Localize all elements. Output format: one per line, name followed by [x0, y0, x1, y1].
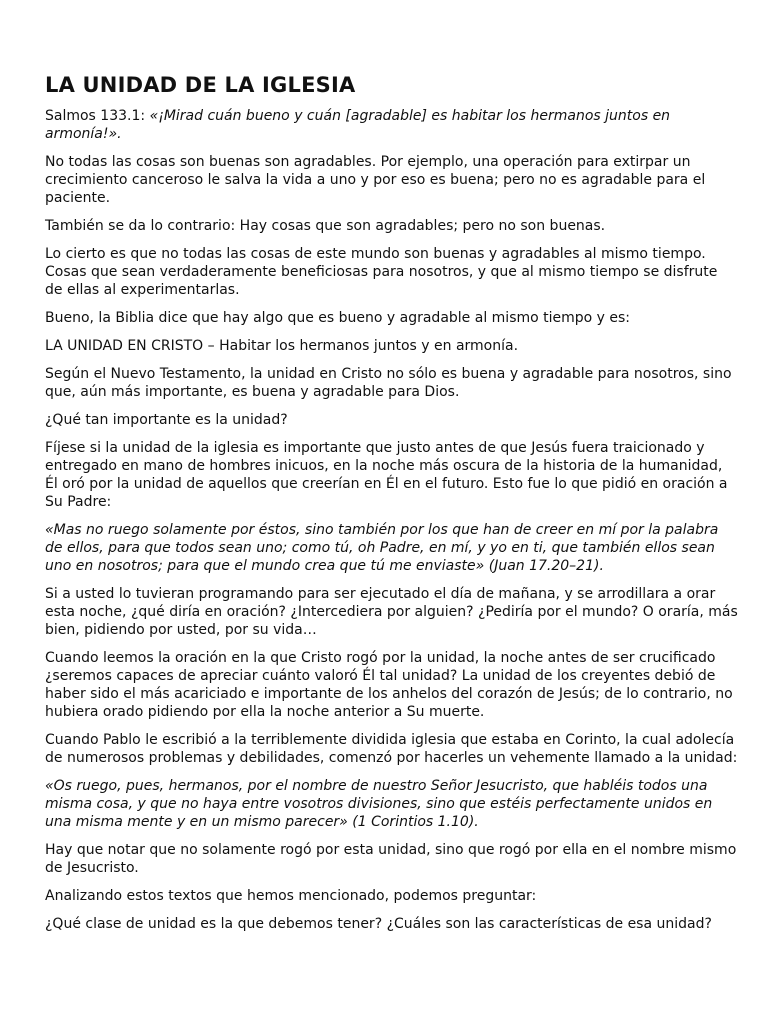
paragraph-14: Hay que notar que no solamente rogó por esta unidad, sino que rogó por ella en el nombre mismo de Jesucristo. [45, 842, 737, 876]
paragraph-12: Cuando Pablo le escribió a la terriblemente dividida iglesia que estaba en Corinto, la cual adolecía de numerosos problemas y debilidades, comenzó por hacerles un vehemente llamado a la unidad: [45, 732, 738, 766]
paragraph-7: ¿Qué tan importante es la unidad? [45, 412, 288, 428]
intro-paragraph [45, 107, 738, 143]
paragraph-1: No todas las cosas son buenas son agradables. Por ejemplo, una operación para extirpar un crecimiento canceroso le salva la vida a uno y por eso es buena; pero no es agradable para el paciente. [45, 154, 706, 206]
paragraph-4: Bueno, la Biblia dice que hay algo que es bueno y agradable al mismo tiempo y es: [45, 310, 631, 326]
quote-john: «Mas no ruego solamente por éstos, sino también por los que han de creer en mí por la palabra de ellos, para que todos sean uno; como tú, oh Padre, en mí, y yo en ti, que también ellos sean uno en nosotros; para que el mundo crea que tú me enviaste» (Juan 17.20–21). [45, 522, 719, 574]
intro-reference: Salmos 133.1: [45, 108, 150, 124]
document-title: LA UNIDAD DE LA IGLESIA [45, 73, 356, 97]
paragraph-16: ¿Qué clase de unidad es la que debemos tener? ¿Cuáles son las características de esa unidad? [45, 916, 712, 932]
paragraph-11: Cuando leemos la oración en la que Cristo rogó por la unidad, la noche antes de ser crucificado ¿seremos capaces de apreciar cuánto valoró Él tal unidad? La unidad de los creyentes debió de haber sido el más acariciado e importante de los anhelos del corazón de Jesús; de lo contrario, no hubiera orado pidiendo por ella la noche anterior a Su muerte. [45, 650, 733, 720]
paragraph-8: Fíjese si la unidad de la iglesia es importante que justo antes de que Jesús fuera traicionado y entregado en mano de hombres inicuos, en la noche más oscura de la historia de la humanidad, Él oró por la unidad de aquellos que creerían en Él en el futuro. Esto fue lo que pidió en oración a Su Padre: [45, 440, 728, 510]
paragraph-10: Si a usted lo tuvieran programando para ser ejecutado el día de mañana, y se arrodillara a orar esta noche, ¿qué diría en oración? ¿Intercediera por alguien? ¿Pediría por el mundo? O oraría, más bien, pidiendo por usted, por su vida… [45, 586, 738, 638]
intro-quote: «¡Mirad cuán bueno y cuán [agradable] es habitar los hermanos juntos en armonía!». [45, 108, 671, 142]
paragraph-15: Analizando estos textos que hemos mencionado, podemos preguntar: [45, 888, 537, 904]
paragraph-5: LA UNIDAD EN CRISTO – Habitar los hermanos juntos y en armonía. [45, 338, 519, 354]
paragraph-2: También se da lo contrario: Hay cosas que son agradables; pero no son buenas. [45, 218, 606, 234]
paragraph-3: Lo cierto es que no todas las cosas de este mundo son buenas y agradables al mismo tiempo. Cosas que sean verdaderamente beneficiosas para nosotros, y que al mismo tiempo se disfrute de ellas al experimentarlas. [45, 246, 718, 298]
quote-corinthians: «Os ruego, pues, hermanos, por el nombre de nuestro Señor Jesucristo, que habléis todos una misma cosa, y que no haya entre vosotros divisiones, sino que estéis perfectamente unidos en una misma mente y en un mismo parecer» (1 Corintios 1.10). [45, 778, 713, 830]
paragraph-6: Según el Nuevo Testamento, la unidad en Cristo no sólo es buena y agradable para nosotros, sino que, aún más importante, es buena y agradable para Dios. [45, 366, 732, 400]
